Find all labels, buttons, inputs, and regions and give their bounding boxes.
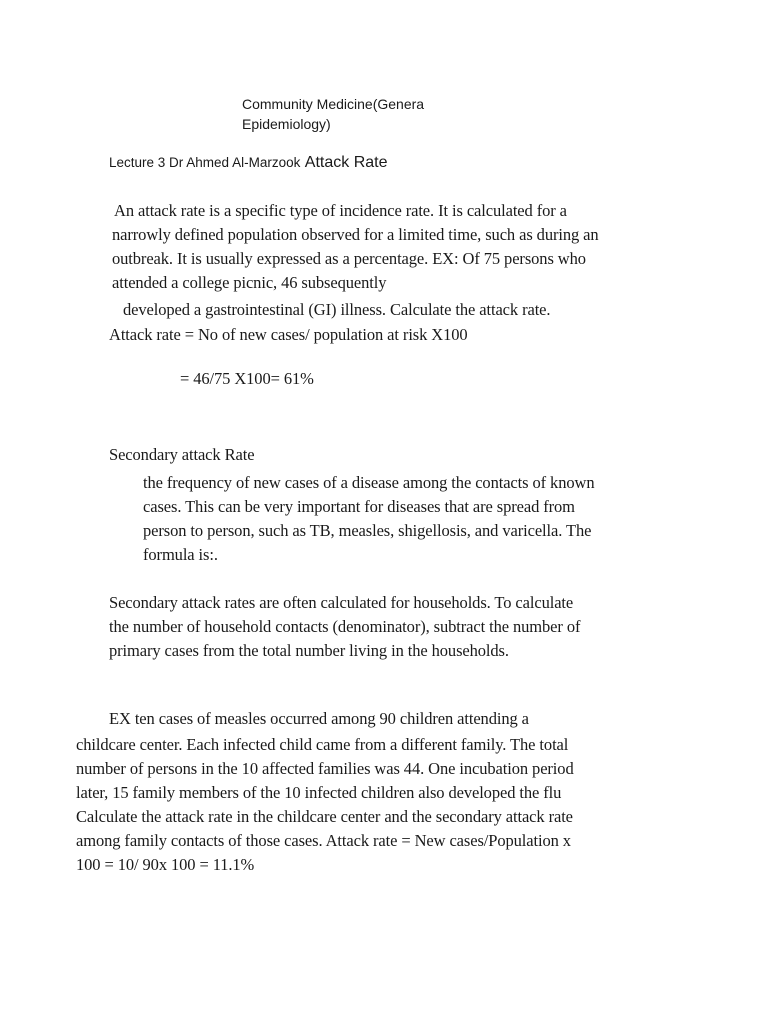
secondary-definition-line-3: person to person, such as TB, measles, shigellosis, and varicella. The bbox=[143, 521, 592, 540]
attack-rate-result: = 46/75 X100= 61% bbox=[180, 369, 314, 388]
course-title-line-2: Epidemiology) bbox=[242, 116, 331, 132]
example-line-3: number of persons in the 10 affected families was 44. One incubation period bbox=[76, 759, 574, 778]
attack-rate-line-5: developed a gastrointestinal (GI) illness. Calculate the attack rate. bbox=[123, 300, 551, 319]
household-line-3: primary cases from the total number living in the households. bbox=[109, 641, 509, 660]
secondary-heading: Secondary attack Rate bbox=[109, 445, 255, 464]
secondary-definition-line-4: formula is:. bbox=[143, 545, 218, 564]
attack-rate-line-4: attended a college picnic, 46 subsequently bbox=[112, 273, 387, 292]
secondary-definition-line-1: the frequency of new cases of a disease among the contacts of known bbox=[143, 473, 595, 492]
example-line-5: Calculate the attack rate in the childcare center and the secondary attack rate bbox=[76, 807, 573, 826]
example-line-1: EX ten cases of measles occurred among 90 children attending a bbox=[109, 709, 529, 728]
attack-rate-line-3: outbreak. It is usually expressed as a percentage. EX: Of 75 persons who bbox=[112, 249, 586, 268]
example-line-7: 100 = 10/ 90x 100 = 11.1% bbox=[76, 855, 255, 874]
lecture-label: Lecture 3 Dr Ahmed Al-Marzook bbox=[109, 155, 301, 170]
lecture-topic: Attack Rate bbox=[304, 154, 388, 171]
attack-rate-formula: Attack rate = No of new cases/ population at risk X100 bbox=[109, 325, 468, 344]
example-line-4: later, 15 family members of the 10 infected children also developed the flu bbox=[76, 783, 562, 802]
secondary-definition-line-2: cases. This can be very important for diseases that are spread from bbox=[143, 497, 575, 516]
household-line-1: Secondary attack rates are often calculated for households. To calculate bbox=[109, 593, 574, 612]
course-title-line-1: Community Medicine(Genera bbox=[242, 96, 425, 112]
example-line-2: childcare center. Each infected child came from a different family. The total bbox=[76, 735, 569, 754]
attack-rate-line-2: narrowly defined population observed for a limited time, such as during an bbox=[112, 225, 599, 244]
lecture-heading bbox=[109, 154, 388, 172]
household-line-2: the number of household contacts (denominator), subtract the number of bbox=[109, 617, 581, 636]
example-line-6: among family contacts of those cases. Attack rate = New cases/Population x bbox=[76, 831, 571, 850]
attack-rate-line-1: An attack rate is a specific type of incidence rate. It is calculated for a bbox=[114, 201, 567, 220]
